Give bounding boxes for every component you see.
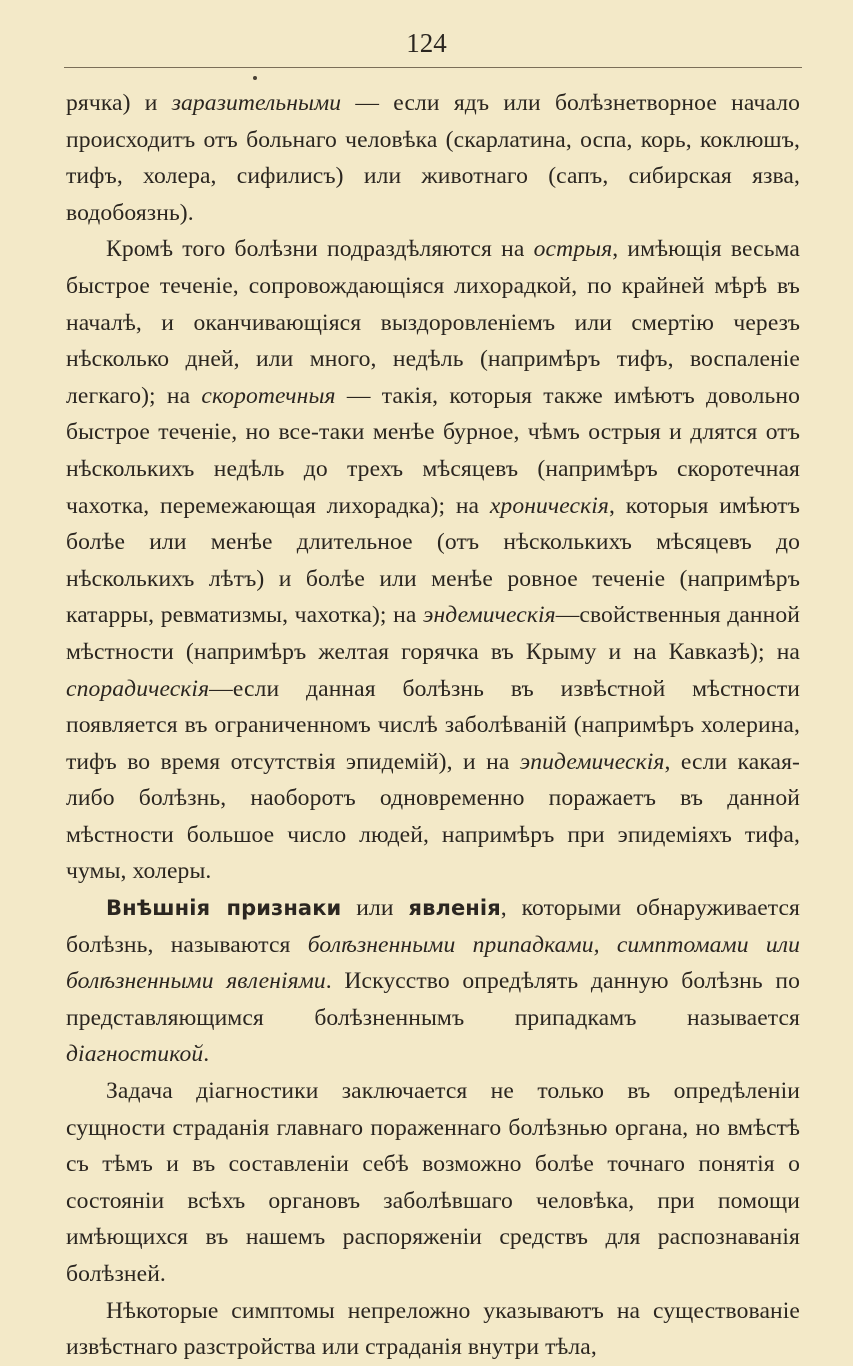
body-text (66, 85, 800, 1366)
text-run: , которыя имѣютъ болѣе или менѣе длительное (отъ нѣсколькихъ мѣсяцевъ до нѣсколькихъ лѣтъ) и болѣе или менѣе ровное теченіе (напримѣръ катарры, ревматизмы, чахотка); на (66, 492, 800, 629)
italic-term: скоротечныя (201, 382, 336, 409)
italic-term: хроническія (489, 492, 609, 519)
text-run: —если данная болѣзнь въ извѣстной мѣстности появляется въ ограниченномъ числѣ заболѣваній (напримѣръ холерина, тифъ во время отсутствія эпидемій), и на (66, 675, 800, 775)
italic-term: эпидемическія (519, 748, 665, 775)
italic-term: острыя (533, 236, 613, 263)
text-run: , которыми обнаруживается болѣзнь, называются (66, 895, 800, 958)
italic-term: діагностикой (66, 1041, 204, 1068)
text-run: — такія, которыя также имѣютъ довольно быстрое теченіе, но все-таки менѣе бурное, чѣмъ острыя и длятся отъ нѣсколькихъ недѣль до трехъ мѣсяцевъ (напримѣръ скоротечная чахотка, перемежающая лихорадка); на (66, 382, 801, 519)
bold-term: явленія (408, 896, 501, 921)
text-run: . Искусство опредѣлять данную болѣзнь по представляющимся болѣзненнымъ припадкамъ называется (66, 968, 800, 1031)
page-number: 124 (406, 28, 447, 58)
text-run: или (341, 895, 409, 922)
text-run: Кромѣ того болѣзни подраздѣляются на (106, 236, 534, 263)
text-run: —свойственныя данной мѣстности (напримѣръ желтая горячка въ Крыму и на Кавказѣ); на (66, 602, 800, 665)
bold-term: Внѣшнія признаки (106, 896, 342, 921)
text-run: — если ядъ или болѣзнетворное начало происходитъ отъ больнаго человѣка (скарлатина, оспа, корь, коклюшъ, тифъ, холера, сифилисъ) или животнаго (сапъ, сибирская язва, водобоязнь). (66, 90, 800, 226)
italic-term: заразительными (171, 90, 342, 116)
italic-term: болѣзненными припадками, симптомами или болѣзненными явленіями (66, 931, 800, 995)
text-run: рячка) и (66, 90, 172, 116)
paragraph (66, 85, 800, 231)
header-rule (64, 67, 802, 68)
italic-term: спорадическія (66, 675, 210, 702)
paragraph (66, 890, 800, 1073)
text-run: Задача діагностики заключается не только въ опредѣленіи сущности страданія главнаго пораженнаго болѣзнью органа, но вмѣстѣ съ тѣмъ и въ составленіи себѣ возможно болѣе точнаго понятія о состояніи всѣхъ органовъ заболѣвшаго человѣка, при помощи имѣющихся въ нашемъ распоряженіи средствъ для распознаванія болѣзней. (66, 1078, 800, 1287)
paragraph (66, 231, 800, 890)
paragraph (66, 1073, 800, 1293)
text-run: Нѣкоторые симптомы непреложно указываютъ на существованіе извѣстнаго разстройства или страданія внутри тѣла, (66, 1297, 800, 1361)
paragraph (66, 1293, 800, 1366)
italic-term: эндемическія (422, 602, 556, 629)
text-run: , имѣющія весьма быстрое теченіе, сопровождающіяся лихорадкой, по крайней мѣрѣ въ началѣ, и оканчивающіяся выздоровленіемъ или смертію черезъ нѣсколько дней, или много, недѣль (напримѣръ тифъ, воспаленіе легкаго); на (66, 236, 800, 409)
print-speck (253, 76, 257, 80)
text-run: . (203, 1041, 210, 1068)
text-run: , если какая-либо болѣзнь, наоборотъ одновременно поражаетъ въ данной мѣстности большое число людей, напримѣръ при эпидеміяхъ тифа, чумы, холеры. (66, 748, 801, 885)
